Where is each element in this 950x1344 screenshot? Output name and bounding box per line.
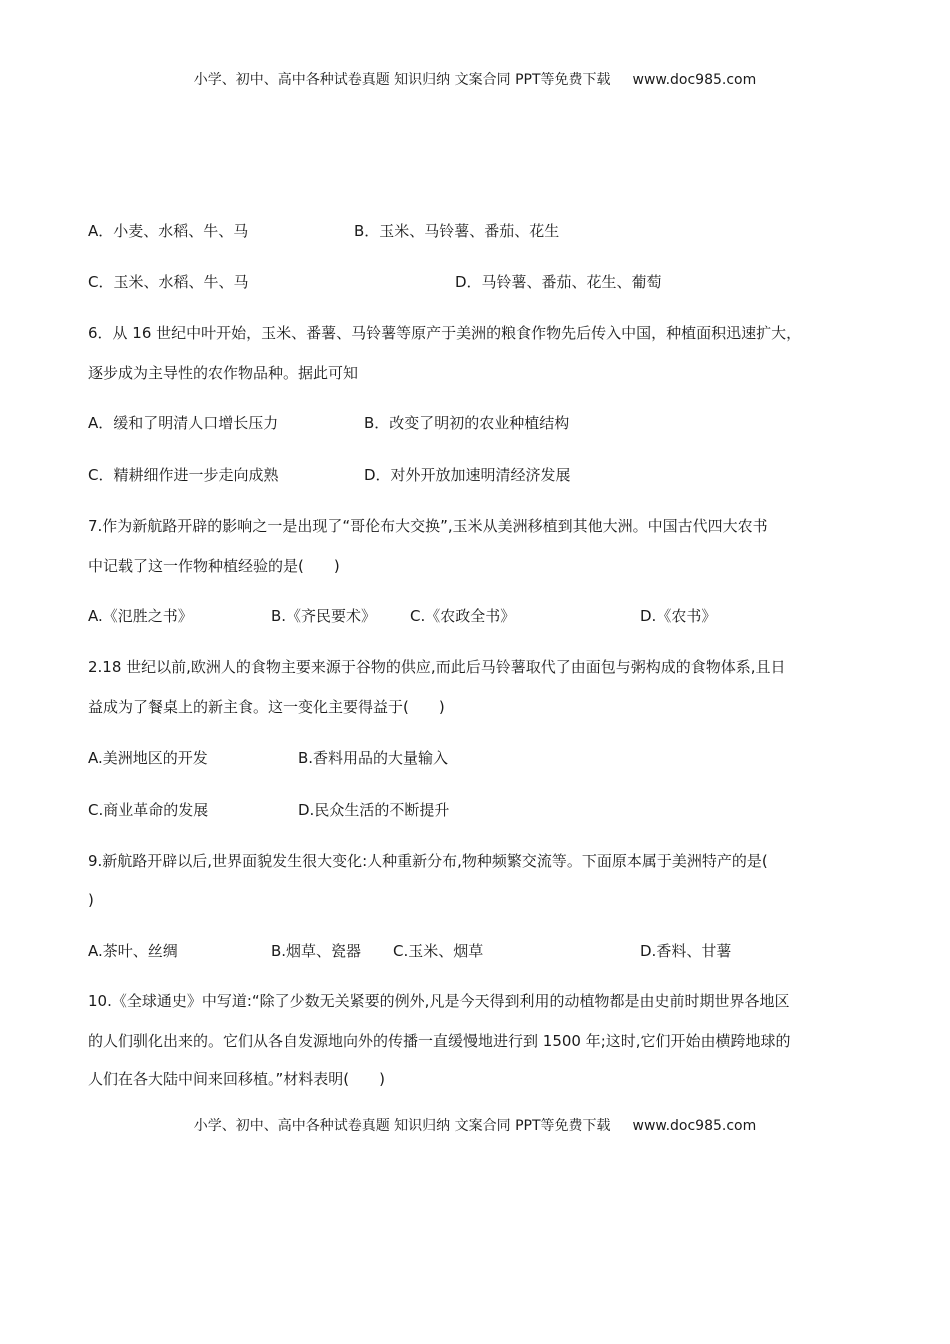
q7-stem-line1: 7.作为新航路开辟的影响之一是出现了“哥伦布大交换”,玉米从美洲移植到其他大洲。中国古代四大农书 [88,517,768,535]
header-site-link[interactable]: www.doc985.com [632,72,757,88]
q10-stem-line1: 10.《全球通史》中写道:“除了少数无关紧要的例外,凡是今天得到利用的动植物都是由史前时期世界各地区 [88,992,790,1010]
prev-option-b[interactable]: B．玉米、马铃薯、番茄、花生 [354,222,560,240]
q8-option-b[interactable]: B.香料用品的大量输入 [298,749,449,767]
q9-option-d[interactable]: D.香料、甘薯 [640,942,732,960]
footer-text: 小学、初中、高中各种试卷真题 知识归纳 文案合同 PPT等免费下载 [193,1118,611,1134]
q9-stem-line1: 9.新航路开辟以后,世界面貌发生很大变化:人种重新分布,物种频繁交流等。下面原本属于美洲特产的是( [88,852,768,870]
q7-option-c[interactable]: C.《农政全书》 [410,607,516,625]
prev-option-d[interactable]: D．马铃薯、番茄、花生、葡萄 [455,273,662,291]
q8-stem-line1: 2.18 世纪以前,欧洲人的食物主要来源于谷物的供应,而此后马铃薯取代了由面包与粥构成的食物体系,且日 [88,658,786,676]
q9-option-a[interactable]: A.茶叶、丝绸 [88,942,178,960]
q8-option-c[interactable]: C.商业革命的发展 [88,801,209,819]
page-header [0,69,950,89]
q6-option-d[interactable]: D．对外开放加速明清经济发展 [364,466,571,484]
q7-option-b[interactable]: B.《齐民要术》 [271,607,377,625]
footer-site-link[interactable]: www.doc985.com [632,1118,757,1134]
q8-stem-line2: 益成为了餐桌上的新主食。这一变化主要得益于( ) [88,698,445,716]
q7-option-d[interactable]: D.《农书》 [640,607,717,625]
prev-option-c[interactable]: C．玉米、水稻、牛、马 [88,273,249,291]
page-footer [0,1115,950,1135]
q7-option-a[interactable]: A.《氾胜之书》 [88,607,193,625]
q9-stem-line2: ) [88,891,94,909]
header-text: 小学、初中、高中各种试卷真题 知识归纳 文案合同 PPT等免费下载 [193,72,611,88]
q7-stem-line2: 中记载了这一作物种植经验的是( ) [88,557,340,575]
q6-stem-line1: 6．从 16 世纪中叶开始，玉米、番薯、马铃薯等原产于美洲的粮食作物先后传入中国，种植面积迅速扩大， [88,324,802,342]
q9-option-c[interactable]: C.玉米、烟草 [393,942,484,960]
q6-option-b[interactable]: B．改变了明初的农业种植结构 [364,414,570,432]
prev-option-a[interactable]: A．小麦、水稻、牛、马 [88,222,249,240]
q10-stem-line3: 人们在各大陆中间来回移植。”材料表明( ) [88,1070,385,1088]
q10-stem-line2: 的人们驯化出来的。它们从各自发源地向外的传播一直缓慢地进行到 1500 年;这时,它们开始由横跨地球的 [88,1032,791,1050]
q8-option-a[interactable]: A.美洲地区的开发 [88,749,208,767]
q6-stem-line2: 逐步成为主导性的农作物品种。据此可知 [88,364,359,382]
q6-option-a[interactable]: A．缓和了明清人口增长压力 [88,414,279,432]
q6-option-c[interactable]: C．精耕细作进一步走向成熟 [88,466,279,484]
q9-option-b[interactable]: B.烟草、瓷器 [271,942,362,960]
q8-option-d[interactable]: D.民众生活的不断提升 [298,801,450,819]
